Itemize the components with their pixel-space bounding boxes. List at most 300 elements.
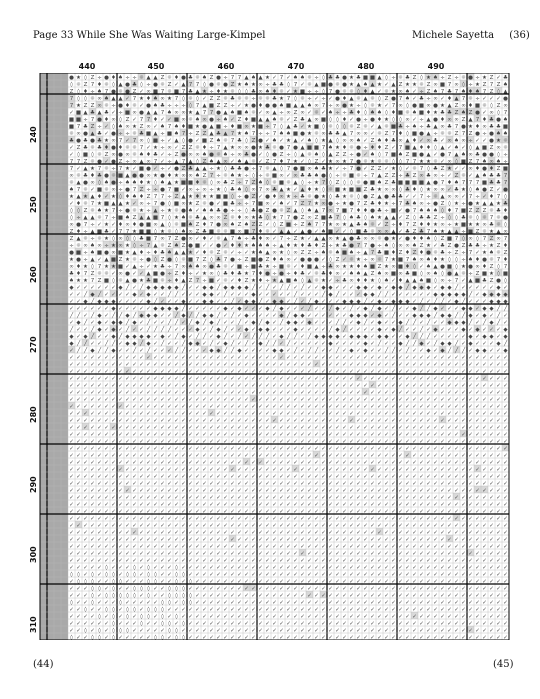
svg-text:✓: ✓ — [342, 523, 347, 529]
svg-text:╱: ╱ — [195, 332, 200, 340]
svg-text:▲: ▲ — [139, 215, 144, 221]
svg-text:✓: ✓ — [223, 453, 228, 459]
svg-text:✓: ✓ — [391, 551, 396, 557]
svg-text:✓: ✓ — [258, 467, 263, 473]
svg-text:✓: ✓ — [153, 523, 158, 529]
svg-text:✓: ✓ — [125, 362, 130, 368]
svg-text:★: ★ — [314, 180, 319, 186]
designer-credit — [412, 30, 530, 41]
svg-text:∞: ∞ — [132, 159, 137, 165]
svg-text:╱: ╱ — [83, 318, 88, 326]
svg-text:◊: ◊ — [434, 235, 437, 242]
svg-text:✓: ✓ — [321, 523, 326, 529]
svg-text:÷: ÷ — [209, 89, 214, 95]
svg-text:✓: ✓ — [160, 117, 165, 123]
svg-text:∞: ∞ — [97, 96, 102, 102]
svg-text:7: 7 — [490, 215, 494, 221]
svg-text:✓: ✓ — [209, 530, 214, 536]
svg-text:♣: ♣ — [419, 215, 424, 221]
svg-text:╱: ╱ — [503, 339, 508, 347]
svg-text:▲: ▲ — [293, 138, 298, 144]
svg-text:✓: ✓ — [482, 341, 487, 347]
svg-text:7: 7 — [140, 117, 144, 123]
svg-text:÷: ÷ — [426, 194, 431, 200]
svg-text:✓: ✓ — [503, 474, 508, 480]
svg-text:✓: ✓ — [377, 397, 382, 403]
svg-text:★: ★ — [356, 257, 361, 263]
svg-text:✓: ✓ — [244, 509, 249, 515]
svg-text:∞: ∞ — [209, 271, 214, 277]
svg-text:♣: ♣ — [237, 138, 242, 144]
svg-text:✓: ✓ — [251, 544, 256, 550]
svg-text:Z: Z — [175, 271, 179, 277]
svg-text:✓: ✓ — [440, 509, 445, 515]
svg-text:╱: ╱ — [426, 332, 431, 340]
svg-text:╱: ╱ — [454, 311, 459, 319]
svg-text:✓: ✓ — [293, 516, 298, 522]
svg-text:✓: ✓ — [258, 362, 263, 368]
svg-text:╱: ╱ — [426, 304, 431, 312]
svg-text:★: ★ — [125, 201, 130, 207]
svg-text:✓: ✓ — [356, 474, 361, 480]
svg-text:✓: ✓ — [230, 537, 235, 543]
svg-text:✓: ✓ — [398, 460, 403, 466]
svg-text:Z: Z — [490, 89, 494, 95]
svg-text:✓: ✓ — [370, 495, 375, 501]
svg-text:✓: ✓ — [258, 292, 263, 298]
svg-text:★: ★ — [426, 75, 431, 81]
svg-text:✓: ✓ — [496, 474, 501, 480]
svg-text:✓: ✓ — [398, 292, 403, 298]
svg-text:÷: ÷ — [377, 243, 382, 249]
svg-text:◊: ◊ — [336, 137, 339, 144]
svg-text:Z: Z — [161, 257, 165, 263]
svg-text:♠: ♠ — [370, 152, 375, 158]
svg-text:●: ● — [90, 138, 95, 144]
svg-text:✓: ✓ — [426, 299, 431, 305]
svg-text:∞: ∞ — [244, 215, 249, 221]
svg-text:✓: ✓ — [69, 355, 74, 361]
svg-text:♣: ♣ — [90, 110, 95, 116]
svg-text:╱: ╱ — [202, 332, 207, 340]
svg-text:Z: Z — [490, 75, 494, 81]
svg-text:╱: ╱ — [167, 290, 172, 298]
svg-text:✓: ✓ — [153, 481, 158, 487]
svg-text:Z: Z — [84, 159, 88, 165]
svg-text:✓: ✓ — [258, 481, 263, 487]
svg-text:✓: ✓ — [272, 418, 277, 424]
svg-text:✓: ✓ — [202, 558, 207, 564]
svg-text:✓: ✓ — [454, 425, 459, 431]
svg-text:7: 7 — [168, 236, 172, 242]
svg-text:✓: ✓ — [440, 418, 445, 424]
svg-text:✓: ✓ — [314, 488, 319, 494]
svg-text:✓: ✓ — [293, 187, 298, 193]
svg-text:✓: ✓ — [426, 439, 431, 445]
svg-text:●: ● — [111, 145, 116, 151]
svg-text:✓: ✓ — [489, 327, 494, 333]
svg-text:∞: ∞ — [447, 159, 452, 165]
svg-text:7: 7 — [329, 89, 333, 95]
svg-text:✓: ✓ — [461, 481, 466, 487]
svg-text:✓: ✓ — [279, 390, 284, 396]
svg-text:✓: ✓ — [412, 404, 417, 410]
svg-text:✓: ✓ — [258, 544, 263, 550]
svg-text:✓: ✓ — [251, 355, 256, 361]
svg-text:✓: ✓ — [398, 376, 403, 382]
svg-text:✓: ✓ — [272, 334, 277, 340]
svg-text:╱: ╱ — [111, 311, 116, 319]
svg-text:÷: ÷ — [475, 75, 480, 81]
svg-text:♠: ♠ — [412, 110, 417, 116]
svg-text:∞: ∞ — [125, 124, 130, 130]
svg-text:●: ● — [489, 131, 494, 137]
svg-text:✓: ✓ — [118, 397, 123, 403]
svg-text:✓: ✓ — [174, 439, 179, 445]
svg-text:✓: ✓ — [314, 355, 319, 361]
svg-text:÷: ÷ — [391, 222, 396, 228]
svg-text:✓: ✓ — [384, 355, 389, 361]
svg-text:Z: Z — [490, 278, 494, 284]
svg-text:✓: ✓ — [286, 502, 291, 508]
svg-text:✓: ✓ — [181, 404, 186, 410]
svg-text:✓: ✓ — [496, 369, 501, 375]
svg-text:✓: ✓ — [153, 292, 158, 298]
svg-text:✓: ✓ — [412, 467, 417, 473]
svg-text:▲: ▲ — [314, 82, 319, 88]
svg-text:✓: ✓ — [377, 376, 382, 382]
svg-text:♦: ♦ — [482, 117, 487, 123]
svg-text:Z: Z — [294, 117, 298, 123]
svg-text:✓: ✓ — [153, 502, 158, 508]
svg-text:÷: ÷ — [237, 194, 242, 200]
svg-text:◆: ◆ — [433, 292, 438, 298]
svg-text:✓: ✓ — [209, 432, 214, 438]
svg-text:★: ★ — [377, 103, 382, 109]
svg-text:◊: ◊ — [469, 186, 472, 193]
svg-text:✓: ✓ — [139, 369, 144, 375]
svg-text:✓: ✓ — [293, 460, 298, 466]
svg-text:♣: ♣ — [405, 271, 410, 277]
svg-text:■: ■ — [209, 103, 214, 109]
svg-text:÷: ÷ — [83, 257, 88, 263]
svg-text:✓: ✓ — [391, 418, 396, 424]
svg-text:✓: ✓ — [391, 320, 396, 326]
svg-text:✓: ✓ — [356, 390, 361, 396]
svg-text:★: ★ — [244, 271, 249, 277]
svg-text:♦: ♦ — [412, 187, 417, 193]
svg-text:✓: ✓ — [475, 488, 480, 494]
svg-text:✓: ✓ — [279, 292, 284, 298]
svg-text:♦: ♦ — [202, 250, 207, 256]
svg-text:✓: ✓ — [314, 467, 319, 473]
svg-text:♦: ♦ — [139, 250, 144, 256]
svg-text:╱: ╱ — [90, 325, 95, 333]
svg-text:✓: ✓ — [69, 502, 74, 508]
svg-text:✓: ✓ — [125, 509, 130, 515]
svg-text:Z: Z — [252, 194, 256, 200]
svg-text:╱: ╱ — [230, 339, 235, 347]
svg-text:✓: ✓ — [300, 82, 305, 88]
svg-text:▲: ▲ — [440, 194, 445, 200]
svg-text:7: 7 — [315, 222, 319, 228]
svg-text:◆: ◆ — [482, 348, 487, 354]
svg-text:✓: ✓ — [279, 537, 284, 543]
svg-text:♣: ♣ — [335, 194, 340, 200]
svg-text:♣: ♣ — [461, 215, 466, 221]
svg-text:✓: ✓ — [412, 362, 417, 368]
svg-text:✓: ✓ — [146, 446, 151, 452]
svg-text:✓: ✓ — [475, 544, 480, 550]
svg-text:☼: ☼ — [468, 95, 473, 102]
svg-text:✓: ✓ — [426, 516, 431, 522]
svg-text:✓: ✓ — [335, 474, 340, 480]
svg-text:Z: Z — [84, 103, 88, 109]
svg-text:☼: ☼ — [482, 102, 487, 109]
svg-text:✓: ✓ — [223, 439, 228, 445]
svg-text:7: 7 — [462, 96, 466, 102]
svg-text:✓: ✓ — [356, 481, 361, 487]
svg-text:÷: ÷ — [251, 166, 256, 172]
svg-text:✓: ✓ — [440, 439, 445, 445]
svg-text:■: ■ — [97, 229, 102, 235]
svg-text:7: 7 — [427, 229, 431, 235]
svg-text:◆: ◆ — [328, 285, 333, 291]
svg-text:★: ★ — [76, 278, 81, 284]
svg-text:♠: ♠ — [307, 208, 312, 214]
svg-text:★: ★ — [342, 159, 347, 165]
svg-text:Z: Z — [476, 271, 480, 277]
svg-text:♣: ♣ — [188, 89, 193, 95]
svg-text:✓: ✓ — [356, 537, 361, 543]
svg-text:♦: ♦ — [97, 82, 102, 88]
svg-text:♠: ♠ — [377, 138, 382, 144]
svg-text:♦: ♦ — [447, 96, 452, 102]
svg-text:✓: ✓ — [258, 110, 263, 116]
svg-text:●: ● — [293, 215, 298, 221]
svg-text:✓: ✓ — [482, 369, 487, 375]
svg-text:✓: ✓ — [475, 362, 480, 368]
svg-text:✓: ✓ — [202, 467, 207, 473]
svg-text:✓: ✓ — [454, 481, 459, 487]
svg-text:◊: ◊ — [448, 214, 451, 221]
svg-text:✓: ✓ — [370, 131, 375, 137]
svg-text:♣: ♣ — [300, 117, 305, 123]
svg-text:✓: ✓ — [482, 397, 487, 403]
svg-text:◊: ◊ — [441, 207, 444, 214]
svg-text:♦: ♦ — [468, 103, 473, 109]
svg-text:☼: ☼ — [104, 186, 109, 193]
svg-text:◊: ◊ — [350, 228, 353, 235]
svg-text:♣: ♣ — [335, 75, 340, 81]
svg-text:✓: ✓ — [405, 432, 410, 438]
svg-text:Z: Z — [252, 222, 256, 228]
row-number: 300 — [29, 546, 38, 563]
svg-text:✓: ✓ — [160, 152, 165, 158]
svg-text:✓: ✓ — [132, 418, 137, 424]
svg-text:✓: ✓ — [244, 355, 249, 361]
svg-text:▲: ▲ — [300, 229, 305, 235]
svg-text:✓: ✓ — [237, 383, 242, 389]
svg-text:◊: ◊ — [399, 158, 402, 165]
svg-text:✓: ✓ — [286, 481, 291, 487]
svg-text:♠: ♠ — [188, 264, 193, 270]
svg-text:7: 7 — [350, 159, 354, 165]
svg-text:✓: ✓ — [286, 488, 291, 494]
svg-text:✓: ✓ — [237, 341, 242, 347]
svg-text:✓: ✓ — [90, 481, 95, 487]
svg-text:♠: ♠ — [321, 250, 326, 256]
svg-text:✓: ✓ — [349, 404, 354, 410]
svg-text:♠: ♠ — [328, 145, 333, 151]
svg-text:÷: ÷ — [111, 166, 116, 172]
svg-text:✓: ✓ — [461, 453, 466, 459]
svg-text:✓: ✓ — [482, 285, 487, 291]
svg-text:♣: ♣ — [489, 124, 494, 130]
svg-text:●: ● — [181, 152, 186, 158]
svg-text:◆: ◆ — [489, 292, 494, 298]
svg-text:▲: ▲ — [209, 131, 214, 137]
svg-text:✓: ✓ — [433, 348, 438, 354]
svg-text:7: 7 — [91, 278, 95, 284]
svg-text:◊: ◊ — [455, 158, 458, 165]
svg-text:7: 7 — [133, 96, 137, 102]
svg-text:♦: ♦ — [342, 96, 347, 102]
svg-text:✓: ✓ — [321, 432, 326, 438]
svg-text:✓: ✓ — [440, 516, 445, 522]
svg-text:✓: ✓ — [265, 460, 270, 466]
svg-text:✓: ✓ — [321, 467, 326, 473]
svg-text:✓: ✓ — [454, 544, 459, 550]
svg-text:♣: ♣ — [188, 166, 193, 172]
svg-text:✓: ✓ — [125, 439, 130, 445]
svg-text:÷: ÷ — [146, 201, 151, 207]
svg-text:Z: Z — [280, 222, 284, 228]
svg-text:✓: ✓ — [482, 481, 487, 487]
svg-text:✓: ✓ — [349, 341, 354, 347]
svg-text:✓: ✓ — [258, 404, 263, 410]
svg-text:♣: ♣ — [440, 250, 445, 256]
svg-text:✓: ✓ — [307, 495, 312, 501]
svg-text:✓: ✓ — [307, 397, 312, 403]
svg-text:✓: ✓ — [258, 523, 263, 529]
svg-text:●: ● — [384, 194, 389, 200]
svg-text:╱: ╱ — [146, 318, 151, 326]
svg-text:♦: ♦ — [391, 110, 396, 116]
svg-text:╱: ╱ — [454, 283, 459, 291]
svg-text:7: 7 — [210, 110, 214, 116]
svg-text:✓: ✓ — [223, 509, 228, 515]
svg-text:■: ■ — [272, 173, 277, 179]
svg-text:7: 7 — [322, 208, 326, 214]
svg-text:÷: ÷ — [167, 271, 172, 277]
svg-text:✓: ✓ — [447, 145, 452, 151]
svg-text:✓: ✓ — [251, 474, 256, 480]
svg-text:●: ● — [139, 222, 144, 228]
svg-text:◆: ◆ — [335, 306, 340, 312]
svg-text:▲: ▲ — [223, 236, 228, 242]
svg-text:◆: ◆ — [251, 292, 256, 298]
svg-text:◆: ◆ — [90, 292, 95, 298]
svg-text:✓: ✓ — [328, 460, 333, 466]
svg-text:■: ■ — [503, 271, 508, 277]
svg-text:☼: ☼ — [349, 193, 354, 200]
svg-text:╱: ╱ — [160, 339, 165, 347]
svg-text:✓: ✓ — [475, 341, 480, 347]
svg-text:7: 7 — [252, 229, 256, 235]
svg-text:◆: ◆ — [475, 348, 480, 354]
svg-text:✓: ✓ — [167, 467, 172, 473]
svg-text:✓: ✓ — [461, 397, 466, 403]
svg-text:✓: ✓ — [76, 425, 81, 431]
svg-text:✓: ✓ — [153, 558, 158, 564]
svg-text:Z: Z — [231, 82, 235, 88]
svg-text:☼: ☼ — [104, 165, 109, 172]
svg-text:▲: ▲ — [83, 166, 88, 172]
svg-text:╱: ╱ — [307, 332, 312, 340]
svg-text:7: 7 — [504, 264, 508, 270]
svg-text:╱: ╱ — [293, 346, 298, 354]
svg-text:♠: ♠ — [237, 159, 242, 165]
svg-text:✓: ✓ — [321, 439, 326, 445]
svg-text:✓: ✓ — [412, 383, 417, 389]
svg-text:♦: ♦ — [377, 201, 382, 207]
svg-text:♦: ♦ — [370, 145, 375, 151]
svg-text:✓: ✓ — [160, 362, 165, 368]
svg-text:♦: ♦ — [293, 271, 298, 277]
svg-text:✓: ✓ — [111, 222, 116, 228]
svg-text:✓: ✓ — [419, 348, 424, 354]
svg-text:✓: ✓ — [272, 474, 277, 480]
svg-text:◆: ◆ — [447, 320, 452, 326]
svg-text:●: ● — [370, 243, 375, 249]
svg-text:✓: ✓ — [300, 439, 305, 445]
svg-text:◆: ◆ — [265, 327, 270, 333]
svg-text:✓: ✓ — [125, 467, 130, 473]
svg-text:●: ● — [440, 152, 445, 158]
svg-text:♠: ♠ — [349, 215, 354, 221]
svg-text:✓: ✓ — [216, 411, 221, 417]
svg-text:✓: ✓ — [342, 306, 347, 312]
svg-text:✓: ✓ — [216, 432, 221, 438]
svg-text:✓: ✓ — [405, 509, 410, 515]
svg-text:Z: Z — [182, 166, 186, 172]
svg-text:✓: ✓ — [433, 432, 438, 438]
svg-text:♣: ♣ — [293, 124, 298, 130]
svg-text:✓: ✓ — [482, 523, 487, 529]
svg-text:●: ● — [209, 201, 214, 207]
svg-text:●: ● — [125, 89, 130, 95]
svg-text:✓: ✓ — [132, 495, 137, 501]
svg-text:✓: ✓ — [398, 236, 403, 242]
svg-text:♦: ♦ — [405, 250, 410, 256]
svg-text:◆: ◆ — [97, 299, 102, 305]
svg-text:✓: ✓ — [118, 453, 123, 459]
svg-text:7: 7 — [280, 215, 284, 221]
svg-text:✓: ✓ — [132, 369, 137, 375]
svg-text:✓: ✓ — [174, 467, 179, 473]
svg-text:✓: ✓ — [489, 488, 494, 494]
svg-text:✓: ✓ — [153, 551, 158, 557]
svg-text:✓: ✓ — [279, 481, 284, 487]
svg-text:÷: ÷ — [391, 201, 396, 207]
svg-text:◊: ◊ — [420, 186, 423, 193]
svg-text:✓: ✓ — [461, 467, 466, 473]
svg-text:✓: ✓ — [468, 383, 473, 389]
svg-text:✓: ✓ — [300, 334, 305, 340]
svg-text:✓: ✓ — [503, 390, 508, 396]
svg-text:▲: ▲ — [293, 208, 298, 214]
